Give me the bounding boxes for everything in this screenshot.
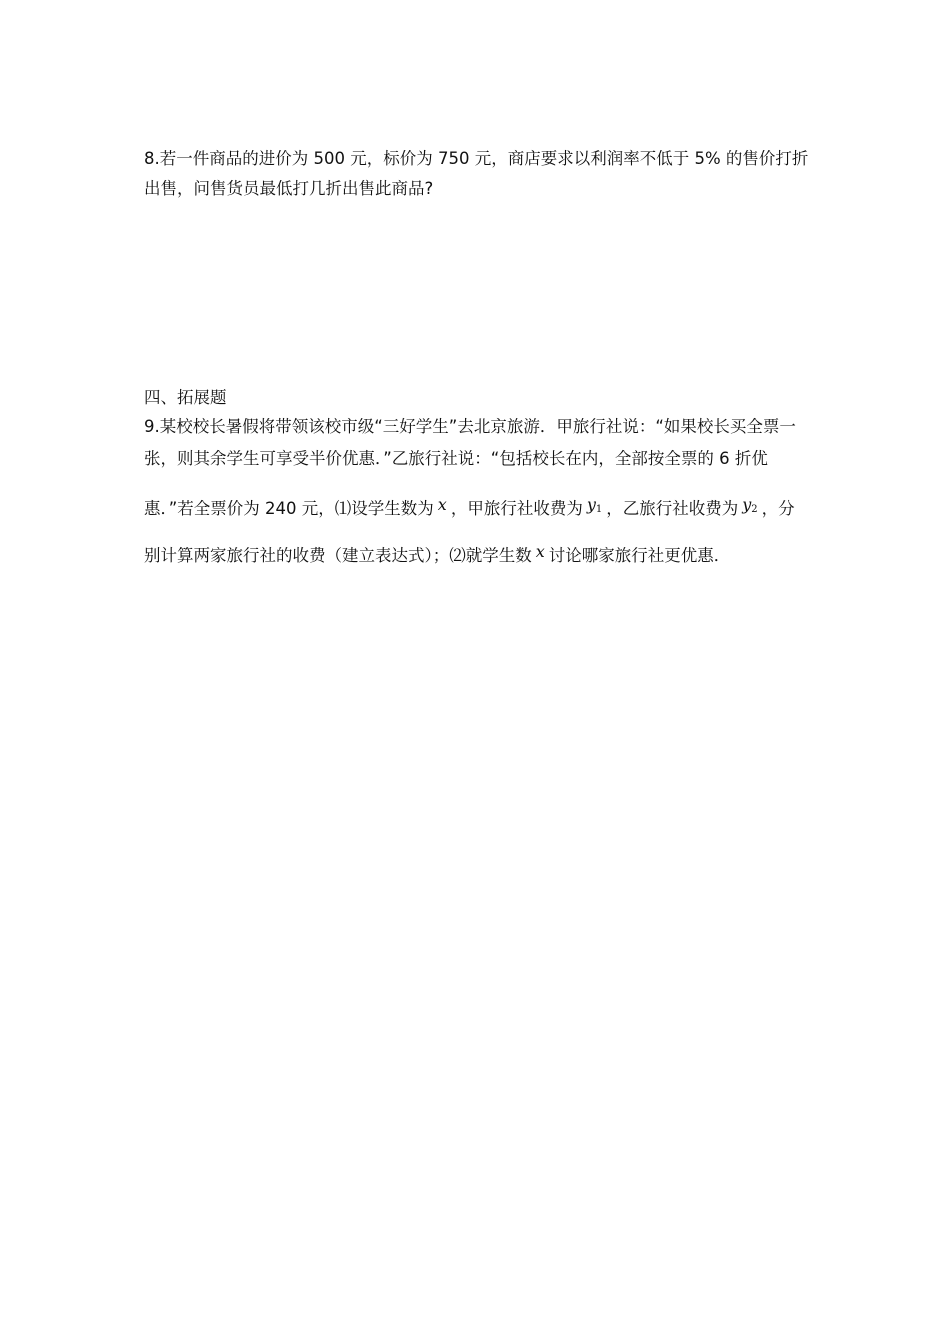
q9-line-4-text-a: 别计算两家旅行社的收费（建立表达式）；⑵就学生数 (144, 546, 532, 565)
q8-line-2: 出售，问售货员最低打几折出售此商品? (144, 179, 434, 198)
variable-y1-subscript: 1 (595, 504, 603, 515)
variable-y2-subscript: 2 (751, 504, 758, 515)
q9-line-3-text-b: ，甲旅行社收费为 (450, 499, 583, 518)
variable-y2 (742, 495, 757, 514)
q9-line-3-text-d: ，分 (761, 499, 795, 518)
q9-line-3 (144, 494, 795, 521)
variable-y1 (587, 495, 602, 514)
q9-line-1: 9.某校校长暑假将带领该校市级“三好学生”去北京旅游．甲旅行社说：“如果校长买全票一 (144, 417, 796, 436)
variable-y2-base: y (742, 495, 752, 514)
q9-line-3-text-a: 惠．”若全票价为 240 元，⑴设学生数为 (144, 499, 434, 518)
q9-line-4 (144, 541, 730, 567)
section-title-extension: 四、拓展题 (144, 388, 227, 407)
q9-line-4-text-b: 讨论哪家旅行社更优惠． (548, 546, 731, 565)
variable-x-2: x (535, 542, 545, 561)
variable-y1-base: y (586, 495, 596, 514)
variable-x: x (437, 495, 447, 514)
q9-line-2: 张，则其余学生可享受半价优惠．”乙旅行社说：“包括校长在内，全部按全票的 6 折优 (144, 449, 768, 468)
q8-line-1: 8.若一件商品的进价为 500 元，标价为 750 元，商店要求以利润率不低于 5% 的售价打折 (144, 149, 809, 168)
q9-line-3-text-c: ，乙旅行社收费为 (606, 499, 739, 518)
